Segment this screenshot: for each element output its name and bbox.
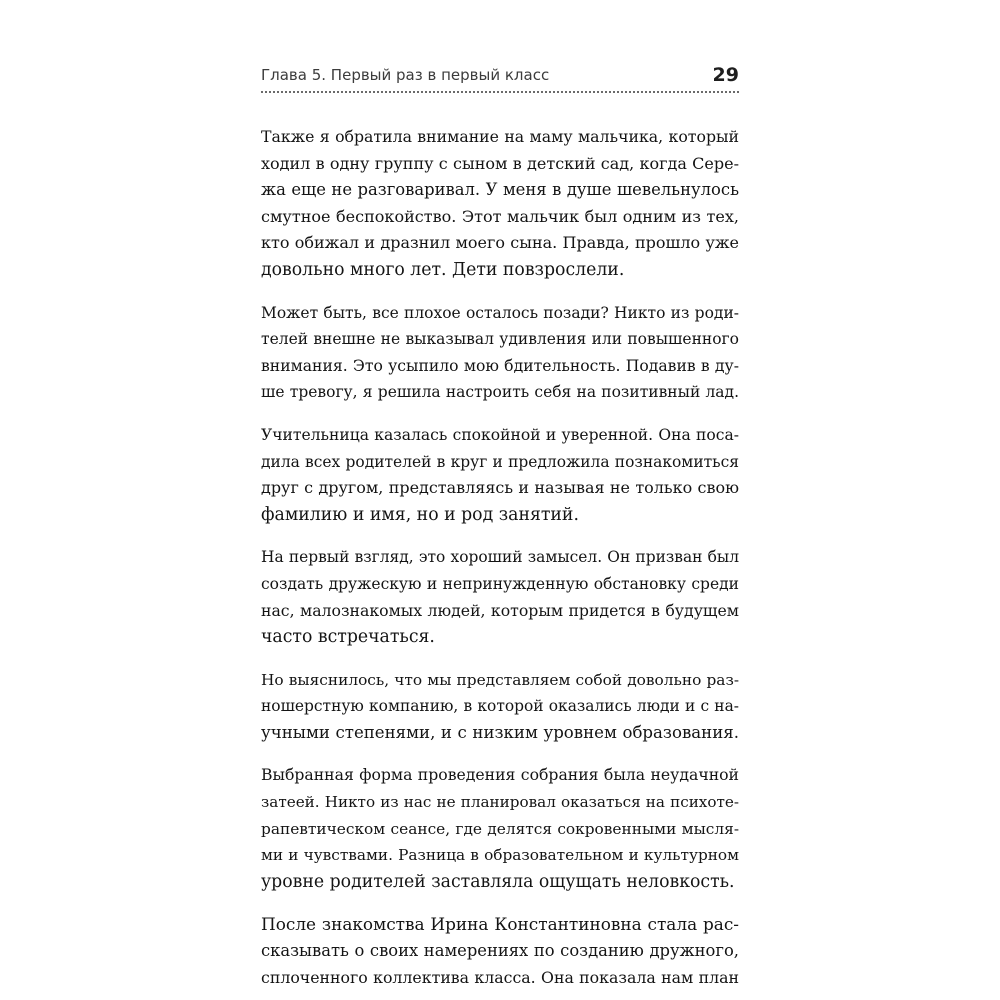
text-line: рапевтическом сеансе, где делятся сокровенными мысля- — [261, 819, 739, 838]
text-line: После знакомства Ирина Константиновна стала рас- — [261, 914, 739, 935]
text-line: ношерстную компанию, в которой оказались люди и с на- — [261, 697, 739, 716]
text-line: ходил в одну группу с сыном в детский сад, когда Сере- — [261, 153, 739, 173]
paragraph — [261, 667, 739, 747]
text-line: учными степенями, и с низким уровнем образования. — [261, 722, 739, 742]
text-line: Может быть, все плохое осталось позади? Никто из роди- — [261, 303, 739, 322]
text-line: Но выяснилось, что мы представляем собой довольно раз- — [261, 670, 739, 689]
body-text — [261, 124, 739, 991]
paragraph — [261, 911, 739, 991]
text-line: На первый взгляд, это хороший замысел. Он призван был — [261, 548, 739, 567]
running-header — [261, 66, 739, 96]
text-line: Также я обратила внимание на маму мальчика, который — [261, 127, 739, 146]
text-line: сплоченного коллектива класса. Она показала нам план — [261, 967, 739, 987]
text-line: уровне родителей заставляла ощущать неловкость. — [261, 871, 735, 892]
text-line: Учительница казалась спокойной и уверенной. Она поса- — [261, 425, 739, 444]
paragraph — [261, 124, 739, 284]
page-number: 29 — [712, 64, 739, 86]
paragraph — [261, 300, 739, 406]
text-line: дила всех родителей в круг и предложила познакомиться — [261, 452, 739, 471]
text-line: ми и чувствами. Разница в образовательном и культурном — [261, 846, 739, 865]
paragraph — [261, 422, 739, 528]
text-line: ше тревогу, я решила настроить себя на позитивный лад. — [261, 383, 739, 402]
text-line: жа еще не разговаривал. У меня в душе шевельнулось — [261, 180, 739, 200]
chapter-title: Глава 5. Первый раз в первый класс — [261, 66, 550, 84]
text-line: фамилию и имя, но и род занятий. — [261, 504, 579, 525]
text-line: смутное беспокойство. Этот мальчик был одним из тех, — [261, 206, 739, 226]
paragraph — [261, 544, 739, 650]
text-line: нас, малознакомых людей, которым придется в будущем — [261, 600, 739, 620]
text-line: кто обижал и дразнил моего сына. Правда, прошло уже — [261, 233, 739, 253]
text-line: часто встречаться. — [261, 627, 435, 648]
text-line: друг с другом, представляясь и называя не только свою — [261, 478, 739, 498]
text-line: довольно много лет. Дети повзрослели. — [261, 259, 625, 280]
text-line: внимания. Это усыпило мою бдительность. Подавив в ду- — [261, 356, 739, 375]
text-line: телей внешне не выказывал удивления или повышенного — [261, 330, 739, 349]
text-line: Выбранная форма проведения собрания была неудачной — [261, 765, 739, 785]
header-dotted-rule — [261, 91, 739, 93]
text-line: сказывать о своих намерениях по созданию дружного, — [261, 941, 739, 961]
text-line: создать дружескую и непринужденную обстановку среди — [261, 574, 739, 593]
paragraph — [261, 762, 739, 895]
text-line: затеей. Никто из нас не планировал оказаться на психоте- — [261, 793, 739, 812]
